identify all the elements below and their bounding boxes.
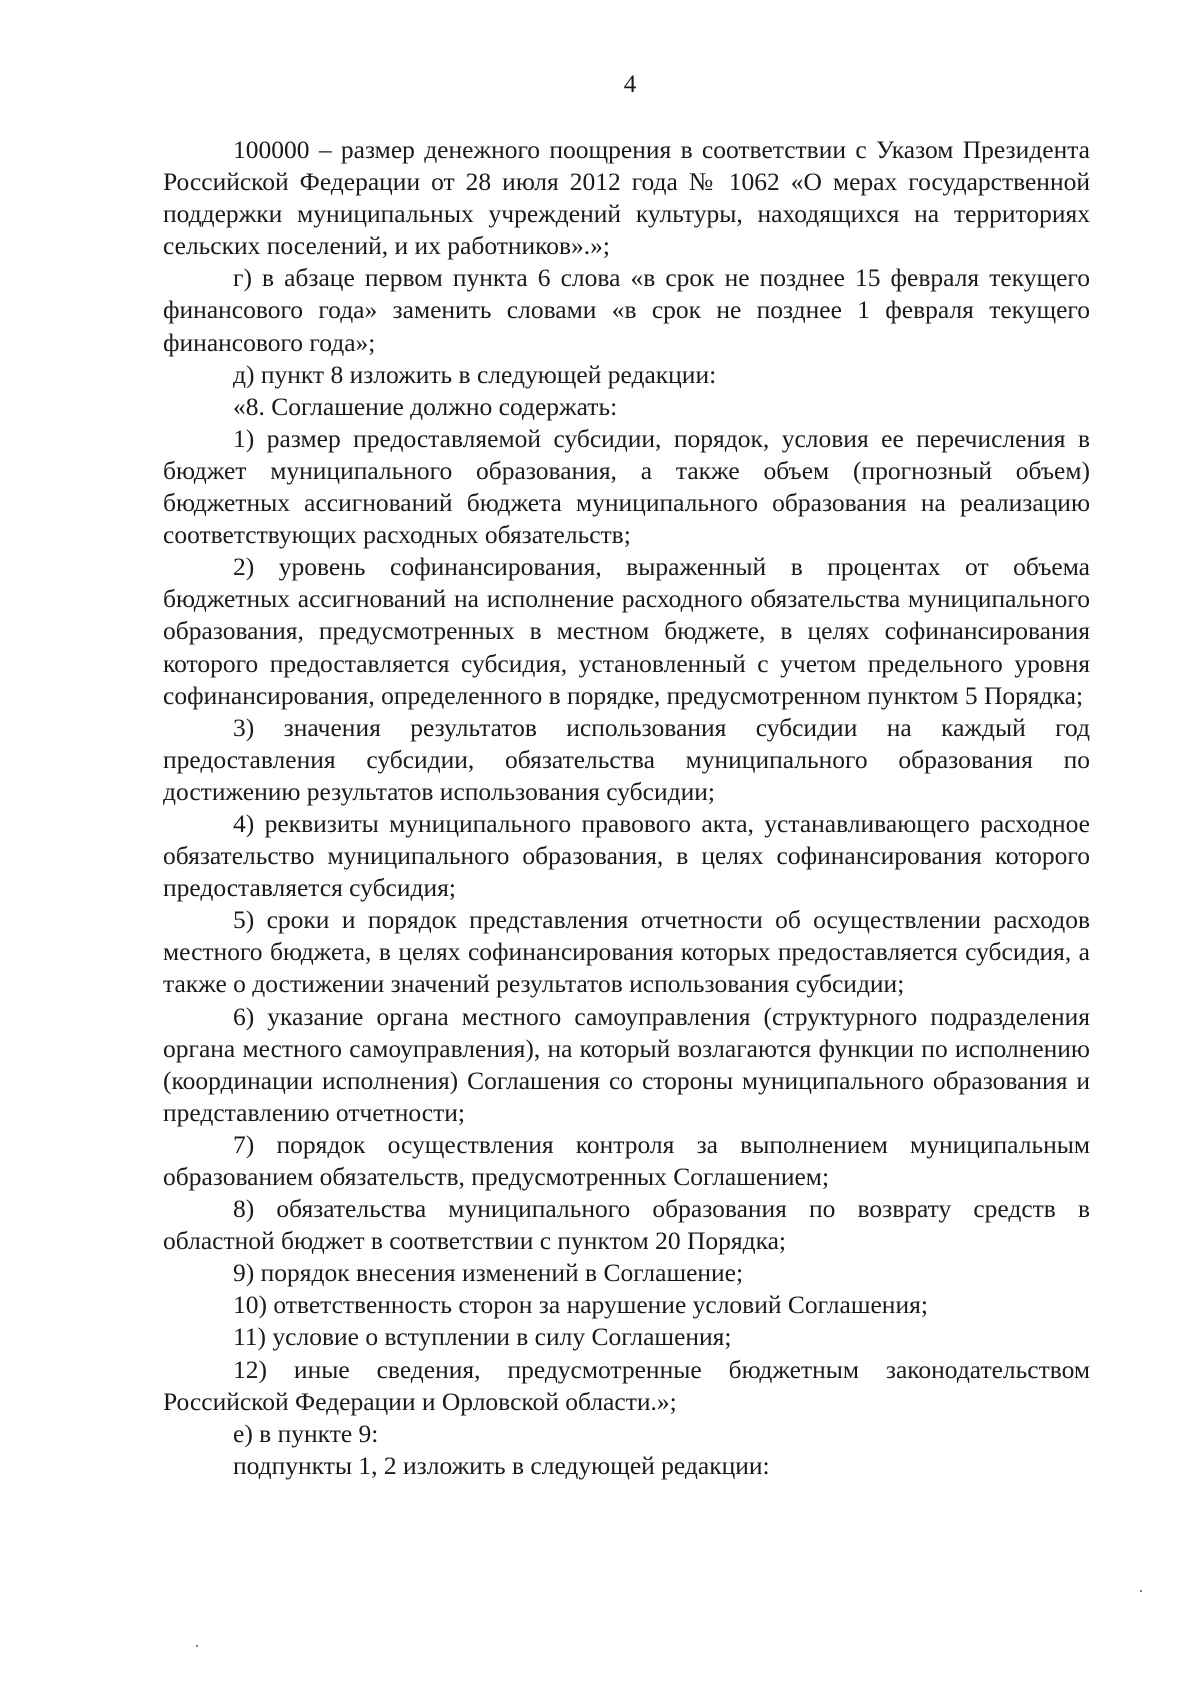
list-item-3: 3) значения результатов использования субсидии на каждый год предоставления субсидии, обязательства муниципального образования по достижению результатов использования субсидии; (163, 712, 1090, 806)
paragraph-item-g: г) в абзаце первом пункта 6 слова «в срок не позднее 15 февраля текущего финансового года» заменить словами «в срок не позднее 1 февраля текущего финансового года»; (163, 263, 1090, 357)
page-number: 4 (623, 71, 637, 98)
document-body (163, 134, 1090, 1482)
paragraph-item-e: е) в пункте 9: (233, 1418, 379, 1448)
scan-speck (1140, 1590, 1142, 1592)
list-item-9: 9) порядок внесения изменений в Соглашение; (233, 1258, 744, 1288)
list-item-11: 11) условие о вступлении в силу Соглашения; (233, 1322, 732, 1352)
list-item-12: 12) иные сведения, предусмотренные бюджетным законодательством Российской Федерации и Орловской области.»; (163, 1354, 1090, 1416)
list-item-8: 8) обязательства муниципального образования по возврату средств в областной бюджет в соответствии с пунктом 20 Порядка; (163, 1194, 1090, 1256)
list-item-5: 5) сроки и порядок представления отчетности об осуществлении расходов местного бюджета, в целях софинансирования которых предоставляется субсидия, а также о достижении значений результатов использования субсидии; (163, 905, 1090, 999)
list-item-10: 10) ответственность сторон за нарушение условий Соглашения; (233, 1290, 928, 1320)
list-item-1: 1) размер предоставляемой субсидии, порядок, условия ее перечисления в бюджет муниципального образования, а также объем (прогнозный объем) бюджетных ассигнований бюджета муниципального образования на реализацию соответствующих расходных обязательств; (163, 423, 1090, 550)
scan-speck (196, 1645, 198, 1647)
list-item-7: 7) порядок осуществления контроля за выполнением муниципальным образованием обязательств, предусмотренных Соглашением; (163, 1129, 1090, 1191)
list-item-2: 2) уровень софинансирования, выраженный в процентах от объема бюджетных ассигнований на исполнение расходного обязательства муниципального образования, предусмотренных в местном бюджете, в целях софинансирования которого предоставляется субсидия, установленный с учетом предельного уровня софинансирования, определенного в порядке, предусмотренном пунктом 5 Порядка; (163, 552, 1090, 710)
list-item-6: 6) указание органа местного самоуправления (структурного подразделения органа местного самоуправления), на который возлагаются функции по исполнению (координации исполнения) Соглашения со стороны муниципального образования и представлению отчетности; (163, 1001, 1090, 1127)
paragraph-clause-8: «8. Соглашение должно содержать: (233, 391, 618, 421)
list-item-4: 4) реквизиты муниципального правового акта, устанавливающего расходное обязательство муниципального образования, в целях софинансирования которого предоставляется субсидия; (163, 808, 1090, 903)
paragraph-item-d: д) пункт 8 изложить в следующей редакции: (233, 359, 717, 389)
paragraph-reward-formula: 100000 – размер денежного поощрения в соответствии с Указом Президента Российской Федерации от 28 июля 2012 года № 1062 «О мерах государственной поддержки муниципальных учреждений культуры, находящихся на территориях сельских поселений, и их работников».»; (163, 135, 1090, 261)
paragraph-subitems-1-2: подпункты 1, 2 изложить в следующей редакции: (233, 1450, 770, 1480)
